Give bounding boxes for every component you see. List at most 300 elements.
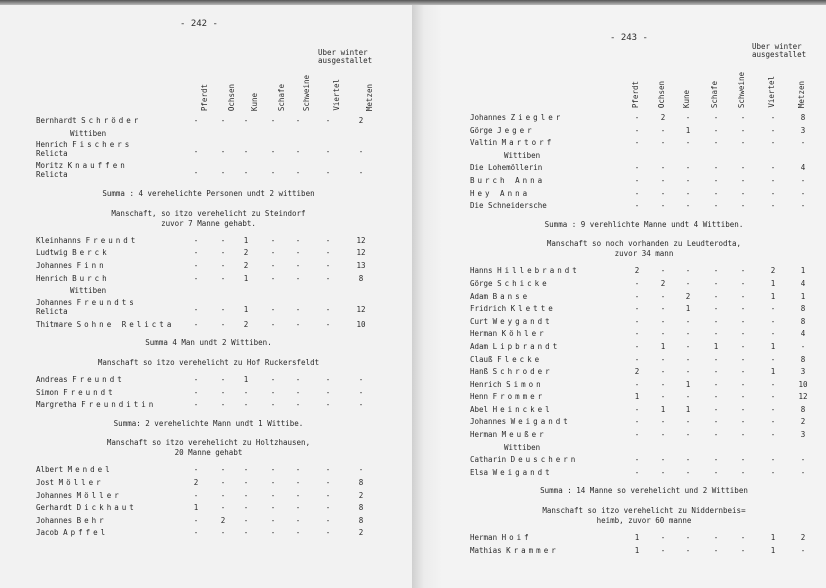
cell-metzen: 12 <box>356 304 366 314</box>
cell-kune: - <box>685 175 691 185</box>
cell-schweine: - <box>295 304 301 314</box>
cell-viertel: - <box>770 138 776 148</box>
cell-kune: - <box>685 329 691 339</box>
cell-ochsen: - <box>660 291 666 301</box>
cell-pferdt: - <box>634 404 640 414</box>
person-name <box>36 400 156 409</box>
surname: Ziegler <box>510 113 564 122</box>
cell-metzen: 1 <box>800 266 806 276</box>
first-name: Elsa <box>470 467 489 477</box>
cell-schafe: - <box>270 304 276 314</box>
cell-viertel: - <box>770 175 776 185</box>
cell-metzen: - <box>800 188 806 198</box>
first-name: Herman <box>470 329 498 339</box>
cell-schweine: - <box>295 248 301 258</box>
cell-viertel: - <box>325 235 331 245</box>
cell-pferdt: - <box>193 387 199 397</box>
first-name: Jacob <box>36 528 59 538</box>
cell-pferdt: - <box>634 354 640 364</box>
first-name: Adam <box>470 291 489 301</box>
table-row <box>470 125 818 138</box>
table-row <box>470 532 818 545</box>
cell-metzen: 12 <box>356 248 366 258</box>
person-name <box>470 367 553 376</box>
page-number: - 243 - <box>610 33 648 43</box>
first-name: Mathias <box>470 545 502 555</box>
cell-ochsen: - <box>220 260 226 270</box>
person-name <box>36 274 110 283</box>
cell-schweine: - <box>740 533 746 543</box>
cell-viertel: - <box>770 455 776 465</box>
section-heading <box>470 239 818 259</box>
cell-viertel: - <box>325 168 331 178</box>
table-row <box>36 399 381 412</box>
cell-metzen: 13 <box>356 260 366 270</box>
surname: Berck <box>72 248 110 258</box>
cell-schweine: - <box>295 490 301 500</box>
first-name: Johannes <box>470 113 507 122</box>
section-label: Wittiben <box>504 442 541 452</box>
table-row <box>470 341 818 354</box>
surname: Weigandt <box>492 467 553 477</box>
cell-kune: 1 <box>243 273 249 283</box>
cell-viertel: 2 <box>770 266 776 276</box>
column-header-kune: Kune <box>682 89 691 108</box>
person-name <box>470 279 550 288</box>
cell-schafe: - <box>270 147 276 157</box>
first-name: Catharin <box>470 455 507 465</box>
cell-metzen: 12 <box>798 392 808 402</box>
person-name <box>36 528 108 537</box>
cell-schweine: - <box>740 175 746 185</box>
cell-kune: - <box>685 417 691 427</box>
table-row <box>36 161 381 182</box>
cell-metzen: - <box>800 467 806 477</box>
cell-viertel: 1 <box>770 278 776 288</box>
cell-ochsen: 2 <box>660 113 666 122</box>
person-name <box>36 320 174 329</box>
cell-kune: - <box>685 201 691 211</box>
person-name <box>470 304 556 313</box>
cell-ochsen: - <box>220 490 226 500</box>
cell-metzen: 2 <box>358 490 364 500</box>
cell-pferdt: - <box>193 490 199 500</box>
person-name <box>36 503 137 512</box>
person-name <box>470 546 559 555</box>
surname: Weygandt <box>492 316 553 326</box>
section-heading <box>36 209 381 229</box>
first-name: Andreas <box>36 374 68 384</box>
first-name: Moritz <box>36 161 64 171</box>
cell-ochsen: - <box>220 387 226 397</box>
table-row <box>36 374 381 387</box>
cell-metzen: - <box>800 341 806 351</box>
cell-ochsen: - <box>220 465 226 475</box>
cell-kune: - <box>685 278 691 288</box>
cell-ochsen: - <box>660 392 666 402</box>
surname: Hillebrandt <box>497 266 580 276</box>
table-row <box>470 265 818 278</box>
cell-kune: 2 <box>243 248 249 258</box>
relicta-label: Relicta <box>36 306 68 316</box>
cell-ochsen: - <box>220 374 226 384</box>
cell-metzen: 10 <box>798 379 808 389</box>
cell-viertel: - <box>325 319 331 329</box>
first-name: Die Lohemöllerin <box>470 163 543 173</box>
cell-schweine: - <box>740 455 746 465</box>
person-name <box>470 126 535 135</box>
column-header-schafe: Schafe <box>277 83 286 111</box>
cell-kune: - <box>243 515 249 525</box>
column-header-pferdt: Pferdt <box>200 83 209 111</box>
cell-ochsen: - <box>660 125 666 135</box>
cell-ochsen: - <box>220 400 226 410</box>
surname: Hey Anna <box>470 188 531 198</box>
heading-line-2: zuvor 34 mann <box>614 249 674 259</box>
cell-pferdt: 2 <box>634 367 640 377</box>
cell-metzen: - <box>800 138 806 148</box>
cell-schweine: - <box>295 465 301 475</box>
person-name <box>36 261 107 270</box>
person-name <box>470 342 560 351</box>
cell-kune: - <box>243 503 249 513</box>
cell-metzen: 2 <box>800 417 806 427</box>
cell-pferdt: - <box>634 113 640 122</box>
cell-schafe: 1 <box>713 341 719 351</box>
surname: Freundt <box>72 374 125 384</box>
cell-pferdt: - <box>193 465 199 475</box>
cell-kune: - <box>243 387 249 397</box>
surname: Schicke <box>497 278 550 288</box>
table-row <box>470 328 818 341</box>
cell-viertel: - <box>770 188 776 198</box>
cell-schweine: - <box>295 374 301 384</box>
cell-kune: - <box>685 533 691 543</box>
person-name <box>36 516 107 525</box>
table-row <box>470 303 818 316</box>
table-row <box>36 464 381 477</box>
person-name <box>36 116 141 125</box>
summary-line: Summa : 9 verehlichte Manne undt 4 Wittiben. <box>544 219 744 229</box>
cell-viertel: - <box>325 477 331 487</box>
person-name <box>470 317 553 326</box>
cell-schafe: - <box>713 278 719 288</box>
cell-viertel: - <box>770 316 776 326</box>
cell-ochsen: - <box>660 138 666 148</box>
table-row <box>470 467 818 480</box>
heading-line-2: zuvor 7 Manne gehabt. <box>161 218 256 228</box>
cell-viertel: - <box>770 304 776 314</box>
cell-pferdt: - <box>193 319 199 329</box>
table-row <box>36 260 381 273</box>
cell-kune: 2 <box>243 260 249 270</box>
table-row <box>36 115 381 128</box>
cell-metzen: 4 <box>800 329 806 339</box>
table-row <box>470 200 818 213</box>
surname: Burch <box>72 273 110 283</box>
surname: Köhler <box>501 329 547 339</box>
cell-ochsen: - <box>660 455 666 465</box>
surname: Freunditin <box>81 400 157 410</box>
table-row <box>36 527 381 540</box>
cell-metzen: 8 <box>358 515 364 525</box>
cell-ochsen: - <box>660 417 666 427</box>
cell-viertel: - <box>325 147 331 157</box>
cell-viertel: - <box>770 113 776 122</box>
cell-ochsen: - <box>660 329 666 339</box>
heading-line-1: Manschaft so itzo verehelicht zu Holtzhausen, <box>106 438 311 448</box>
cell-kune: 2 <box>243 319 249 329</box>
table-row <box>36 140 381 161</box>
cell-schweine: - <box>740 430 746 440</box>
column-header-ochsen: Ochsen <box>657 80 666 108</box>
cell-pferdt: - <box>634 379 640 389</box>
cell-ochsen: - <box>660 175 666 185</box>
first-name: Hanß <box>470 367 489 377</box>
person-name <box>36 161 128 179</box>
cell-schafe: - <box>270 319 276 329</box>
cell-schweine: - <box>740 404 746 414</box>
person-name <box>470 163 542 172</box>
surname: Apffel <box>63 528 109 538</box>
surname: Weigandt <box>510 417 571 427</box>
cell-pferdt: 1 <box>634 392 640 402</box>
relicta-label: Relicta <box>36 149 68 159</box>
person-name <box>470 380 544 389</box>
table-row <box>470 278 818 291</box>
cell-viertel: - <box>770 329 776 339</box>
cell-schafe: - <box>713 329 719 339</box>
cell-ochsen: - <box>660 467 666 477</box>
table-row <box>470 354 818 367</box>
cell-viertel: - <box>770 163 776 173</box>
column-group-header: Uber winter ausgestallet <box>752 42 807 59</box>
first-name: Johannes <box>36 297 73 307</box>
cell-pferdt: 1 <box>193 503 199 513</box>
cell-schafe: - <box>270 168 276 178</box>
person-name <box>36 375 125 384</box>
cell-schweine: - <box>740 201 746 211</box>
table-row <box>470 429 818 442</box>
surname: Behr <box>76 515 107 525</box>
cell-kune: - <box>243 465 249 475</box>
cell-schweine: - <box>740 113 746 122</box>
cell-viertel: - <box>770 430 776 440</box>
cell-ochsen: - <box>660 533 666 543</box>
cell-schafe: - <box>713 354 719 364</box>
table-row <box>470 112 818 125</box>
first-name: Johannes <box>36 490 73 500</box>
person-name <box>470 468 553 477</box>
cell-kune: - <box>685 455 691 465</box>
cell-metzen: - <box>358 147 364 157</box>
cell-pferdt: - <box>634 163 640 173</box>
cell-schafe: - <box>270 400 276 410</box>
cell-viertel: - <box>770 467 776 477</box>
cell-ochsen: - <box>220 273 226 283</box>
first-name: Margretha <box>36 400 77 410</box>
cell-viertel: - <box>325 116 331 125</box>
cell-schafe: - <box>270 273 276 283</box>
surname: Burch Anna <box>470 175 546 185</box>
cell-pferdt: - <box>634 175 640 185</box>
first-name: Kleinhanns <box>36 235 82 245</box>
cell-ochsen: - <box>660 316 666 326</box>
person-name <box>470 417 571 426</box>
cell-viertel: - <box>325 374 331 384</box>
person-name <box>470 430 547 439</box>
cell-schweine: - <box>295 528 301 538</box>
cell-kune: - <box>685 163 691 173</box>
heading-line-1: Manschaft, so itzo verehelicht zu Steindorf <box>111 208 306 218</box>
cell-schafe: - <box>713 379 719 389</box>
cell-pferdt: - <box>193 374 199 384</box>
cell-schafe: - <box>713 266 719 276</box>
surname: Knauffen <box>67 161 128 171</box>
first-name: Simon <box>36 387 59 397</box>
cell-ochsen: 2 <box>660 278 666 288</box>
cell-ochsen: - <box>220 503 226 513</box>
cell-schweine: - <box>740 392 746 402</box>
section-heading <box>470 506 818 526</box>
surname: Freundt <box>85 235 139 245</box>
cell-metzen: 8 <box>358 477 364 487</box>
table-row <box>36 298 381 319</box>
cell-schafe: - <box>270 477 276 487</box>
cell-schafe: - <box>713 113 719 122</box>
cell-ochsen: - <box>660 379 666 389</box>
cell-viertel: - <box>770 392 776 402</box>
person-name <box>470 405 553 414</box>
cell-schweine: - <box>295 387 301 397</box>
cell-ochsen: - <box>660 163 666 173</box>
cell-schweine: - <box>740 367 746 377</box>
table-row <box>36 477 381 490</box>
cell-metzen: 4 <box>800 278 806 288</box>
section-label: Wittiben <box>70 286 107 296</box>
heading-line-1: Manschaft so noch vorhanden zu Leudterodta, <box>546 239 742 249</box>
cell-pferdt: - <box>634 430 640 440</box>
summary-line: Summa 4 Man undt 2 Wittiben. <box>145 338 272 348</box>
cell-schafe: - <box>713 188 719 198</box>
cell-pferdt: - <box>634 455 640 465</box>
cell-viertel: - <box>770 379 776 389</box>
cell-metzen: 8 <box>800 304 806 314</box>
cell-metzen: 3 <box>800 430 806 440</box>
cell-schafe: - <box>713 138 719 148</box>
summary-line: Summa: 2 verehelichte Mann undt 1 Wittibe. <box>113 418 304 428</box>
cell-schafe: - <box>713 367 719 377</box>
cell-schweine: - <box>295 515 301 525</box>
cell-schweine: - <box>740 266 746 276</box>
cell-metzen: 8 <box>800 113 806 122</box>
cell-pferdt: - <box>193 235 199 245</box>
column-header-metzen: Metzen <box>365 83 374 111</box>
cell-ochsen: 2 <box>220 515 226 525</box>
surname: Möller <box>76 490 122 500</box>
cell-schafe: - <box>713 392 719 402</box>
first-name: Herman <box>470 533 498 543</box>
cell-schweine: - <box>295 319 301 329</box>
cell-schafe: - <box>270 248 276 258</box>
cell-kune: - <box>685 138 691 148</box>
surname: Freundt <box>63 387 116 397</box>
table-row <box>36 502 381 515</box>
surname: Dickhaut <box>76 503 137 513</box>
cell-kune: - <box>685 430 691 440</box>
cell-pferdt: - <box>634 201 640 211</box>
table-row <box>470 162 818 175</box>
page-242 <box>0 5 412 588</box>
surname: Schröder <box>81 116 142 125</box>
cell-pferdt: - <box>634 341 640 351</box>
first-name: Bernhardt <box>36 116 77 125</box>
cell-pferdt: - <box>193 147 199 157</box>
cell-viertel: - <box>325 503 331 513</box>
cell-pferdt: - <box>193 400 199 410</box>
cell-pferdt: - <box>193 304 199 314</box>
cell-schafe: - <box>713 125 719 135</box>
cell-schweine: - <box>740 125 746 135</box>
cell-schafe: - <box>713 201 719 211</box>
cell-pferdt: - <box>193 260 199 270</box>
cell-schafe: - <box>713 316 719 326</box>
cell-kune: - <box>685 367 691 377</box>
section-heading <box>36 358 381 368</box>
cell-metzen: - <box>358 400 364 410</box>
surname: Hoif <box>501 533 532 543</box>
cell-viertel: 1 <box>770 341 776 351</box>
cell-schafe: - <box>713 545 719 555</box>
cell-viertel: - <box>325 465 331 475</box>
surname: Meußer <box>501 430 547 440</box>
surname: Heinckel <box>492 404 553 414</box>
cell-schweine: - <box>740 417 746 427</box>
cell-viertel: - <box>325 515 331 525</box>
table-row <box>470 316 818 329</box>
cell-schweine: - <box>295 400 301 410</box>
cell-metzen: 8 <box>800 354 806 364</box>
cell-viertel: 1 <box>770 291 776 301</box>
person-name <box>470 392 545 401</box>
cell-schafe: - <box>270 374 276 384</box>
cell-metzen: - <box>800 545 806 555</box>
cell-metzen: 3 <box>800 125 806 135</box>
cell-ochsen: - <box>220 319 226 329</box>
cell-metzen: 8 <box>358 273 364 283</box>
person-name <box>36 491 122 500</box>
cell-kune: - <box>685 467 691 477</box>
surname: Finn <box>76 260 107 270</box>
cell-viertel: - <box>325 400 331 410</box>
cell-kune: - <box>685 545 691 555</box>
person-name <box>36 465 113 474</box>
cell-pferdt: 2 <box>193 477 199 487</box>
cell-ochsen: - <box>220 304 226 314</box>
person-name <box>36 140 132 158</box>
cell-schafe: - <box>270 387 276 397</box>
cell-schafe: - <box>713 175 719 185</box>
cell-kune: - <box>243 168 249 178</box>
cell-ochsen: - <box>660 354 666 364</box>
surname: Klette <box>510 304 556 314</box>
summary-line: Summa : 14 Manne so verehelicht und 2 Wittiben <box>540 486 748 496</box>
cell-schweine: - <box>740 188 746 198</box>
surname: Deuschern <box>510 455 579 465</box>
cell-schweine: - <box>295 116 301 125</box>
cell-schweine: - <box>295 168 301 178</box>
table-row <box>36 515 381 528</box>
